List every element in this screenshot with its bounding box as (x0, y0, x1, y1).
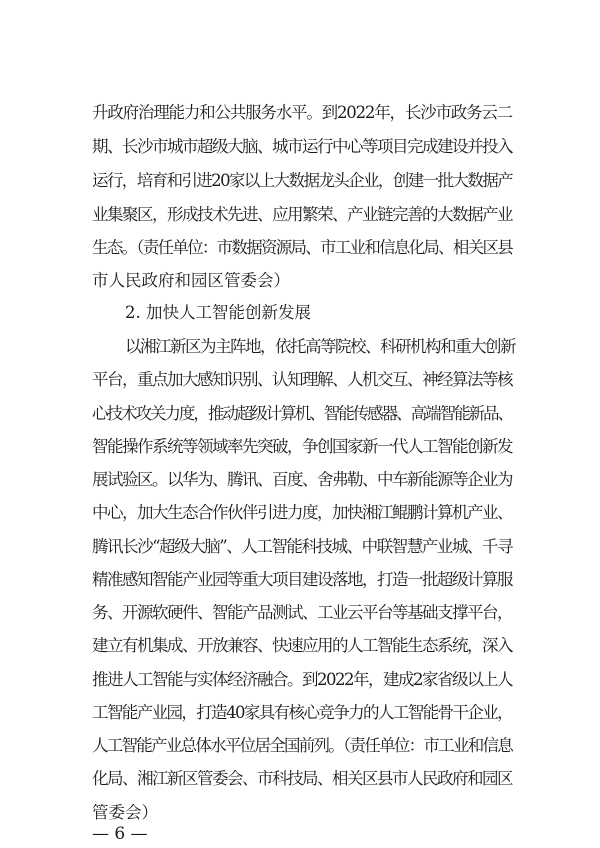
text-line: 市人民政府和园区管委会） (92, 271, 290, 290)
text-line: 平台，重点加大感知识别、认知理解、人机交互、神经算法等核 (92, 370, 512, 389)
text-line: 工智能产业园，打造40家具有核心竞争力的人工智能骨干企业， (92, 703, 512, 722)
text-line: 建立有机集成、开放兼容、快速应用的人工智能生态系统，深入 (92, 636, 512, 655)
text-line: 生态。（责任单位：市数据资源局、市工业和信息化局、相关区县 (92, 238, 513, 257)
text-line: 升政府治理能力和公共服务水平。到2022年，长沙市政务云二 (92, 103, 512, 122)
text-line: 务、开源软硬件、智能产品测试、工业云平台等基础支撑平台， (92, 603, 512, 622)
text-line: 展试验区。以华为、腾讯、百度、舍弗勒、中车新能源等企业为 (92, 470, 512, 489)
text-line: 运行，培育和引进20家以上大数据龙头企业，创建一批大数据产 (92, 171, 512, 190)
text-line: 心技术攻关力度，推动超级计算机、智能传感器、高端智能新品、 (92, 404, 513, 423)
section-heading: 2. 加快人工智能创新发展 (125, 303, 311, 322)
text-line: 精准感知智能产业园等重大项目建设落地，打造一批超级计算服 (92, 570, 512, 589)
page-number: — 6 — (92, 824, 148, 844)
text-line: 业集聚区，形成技术先进、应用繁荣、产业链完善的大数据产业 (92, 205, 512, 224)
text-line: 腾讯长沙“超级大脑”、人工智能科技城、中联智慧产业城、千寻 (92, 537, 512, 556)
text-line: 以湘江新区为主阵地，依托高等院校、科研机构和重大创新 (125, 337, 515, 356)
text-line: 化局、湘江新区管委会、市科技局、相关区县市人民政府和园区 (92, 769, 512, 788)
text-line: 推进人工智能与实体经济融合。到2022年，建成2家省级以上人 (92, 670, 512, 689)
text-line: 管委会） (92, 803, 158, 822)
text-line: 智能操作系统等领域率先突破，争创国家新一代人工智能创新发 (92, 437, 512, 456)
text-line: 人工智能产业总体水平位居全国前列。（责任单位：市工业和信息 (92, 736, 513, 755)
text-line: 期、长沙市城市超级大脑、城市运行中心等项目完成建设并投入 (92, 137, 512, 156)
text-line: 中心，加大生态合作伙伴引进力度，加快湘江鲲鹏计算机产业、 (92, 503, 512, 522)
